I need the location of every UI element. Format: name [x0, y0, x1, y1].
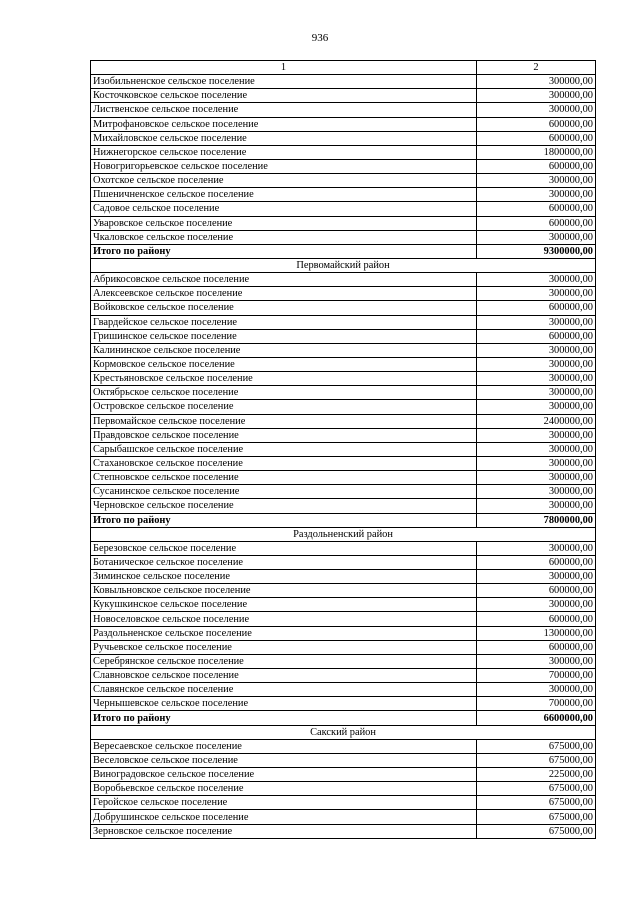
amount-value: 300000,00: [477, 428, 596, 442]
table-row: [91, 103, 596, 117]
amount-value: 300000,00: [477, 89, 596, 103]
amount-value: 300000,00: [477, 315, 596, 329]
settlement-name: Ковыльновское сельское поселение: [91, 584, 477, 598]
settlement-name: Изобильненское сельское поселение: [91, 75, 477, 89]
table-row: [91, 683, 596, 697]
amount-value: 700000,00: [477, 697, 596, 711]
table-row: [91, 697, 596, 711]
table-row: [91, 159, 596, 173]
district-total-row: [91, 711, 596, 725]
district-name: Сакский район: [91, 725, 596, 739]
table-row: [91, 598, 596, 612]
amount-value: 300000,00: [477, 103, 596, 117]
district-section-row: [91, 725, 596, 739]
amount-value: 1800000,00: [477, 145, 596, 159]
settlement-name: Садовое сельское поселение: [91, 202, 477, 216]
settlement-name: Островское сельское поселение: [91, 400, 477, 414]
amount-value: 300000,00: [477, 485, 596, 499]
table-row: [91, 485, 596, 499]
amount-value: 300000,00: [477, 598, 596, 612]
settlement-name: Михайловское сельское поселение: [91, 131, 477, 145]
amount-value: 300000,00: [477, 287, 596, 301]
amount-value: 300000,00: [477, 654, 596, 668]
amount-value: 675000,00: [477, 739, 596, 753]
table-row: [91, 174, 596, 188]
amount-value: 600000,00: [477, 117, 596, 131]
table-row: [91, 357, 596, 371]
column-header-1: 1: [91, 61, 477, 75]
table-row: [91, 796, 596, 810]
table-row: [91, 315, 596, 329]
amount-value: 300000,00: [477, 357, 596, 371]
settlement-name: Митрофановское сельское поселение: [91, 117, 477, 131]
amount-value: 600000,00: [477, 329, 596, 343]
amount-value: 300000,00: [477, 75, 596, 89]
settlement-name: Виноградовское сельское поселение: [91, 768, 477, 782]
table-row: [91, 301, 596, 315]
amount-value: 675000,00: [477, 824, 596, 838]
amount-value: 600000,00: [477, 301, 596, 315]
table-row: [91, 768, 596, 782]
page-number: 936: [311, 32, 329, 44]
settlement-name: Правдовское сельское поселение: [91, 428, 477, 442]
settlement-name: Гришинское сельское поселение: [91, 329, 477, 343]
settlement-name: Чернышевское сельское поселение: [91, 697, 477, 711]
amount-value: 600000,00: [477, 640, 596, 654]
settlement-name: Черновское сельское поселение: [91, 499, 477, 513]
amount-value: 300000,00: [477, 570, 596, 584]
amount-value: 675000,00: [477, 810, 596, 824]
settlement-name: Сусанинское сельское поселение: [91, 485, 477, 499]
settlement-name: Воробьевское сельское поселение: [91, 782, 477, 796]
settlement-name: Чкаловское сельское поселение: [91, 230, 477, 244]
amount-value: 600000,00: [477, 216, 596, 230]
settlement-name: Косточковское сельское поселение: [91, 89, 477, 103]
settlement-name: Новогригорьевское сельское поселение: [91, 159, 477, 173]
table-row: [91, 442, 596, 456]
table-row: [91, 654, 596, 668]
settlement-name: Степновское сельское поселение: [91, 471, 477, 485]
settlement-name: Пшеничненское сельское поселение: [91, 188, 477, 202]
settlement-name: Кукушкинское сельское поселение: [91, 598, 477, 612]
table-row: [91, 131, 596, 145]
settlement-name: Октябрьское сельское поселение: [91, 386, 477, 400]
table-row: [91, 456, 596, 470]
table-row: [91, 75, 596, 89]
settlement-name: Раздольненское сельское поселение: [91, 626, 477, 640]
district-total-row: [91, 244, 596, 258]
settlement-name: Алексеевское сельское поселение: [91, 287, 477, 301]
settlement-name: Зерновское сельское поселение: [91, 824, 477, 838]
amount-value: 300000,00: [477, 174, 596, 188]
table-row: [91, 669, 596, 683]
amount-value: 300000,00: [477, 386, 596, 400]
total-label: Итого по району: [91, 513, 477, 527]
settlement-name: Гвардейское сельское поселение: [91, 315, 477, 329]
table-row: [91, 612, 596, 626]
amount-value: 675000,00: [477, 782, 596, 796]
table-row: [91, 414, 596, 428]
amount-value: 300000,00: [477, 683, 596, 697]
table-row: [91, 273, 596, 287]
table-row: [91, 626, 596, 640]
district-name: Раздольненский район: [91, 527, 596, 541]
table-row: [91, 343, 596, 357]
amount-value: 300000,00: [477, 400, 596, 414]
table-row: [91, 400, 596, 414]
settlement-name: Веселовское сельское поселение: [91, 753, 477, 767]
amount-value: 300000,00: [477, 188, 596, 202]
table-row: [91, 372, 596, 386]
table-row: [91, 782, 596, 796]
amount-value: 300000,00: [477, 471, 596, 485]
settlement-name: Калининское сельское поселение: [91, 343, 477, 357]
table-row: [91, 541, 596, 555]
total-label: Итого по району: [91, 244, 477, 258]
district-total-row: [91, 513, 596, 527]
amount-value: 1300000,00: [477, 626, 596, 640]
settlement-name: Абрикосовское сельское поселение: [91, 273, 477, 287]
table-row: [91, 471, 596, 485]
settlement-name: Серебрянское сельское поселение: [91, 654, 477, 668]
settlement-name: Уваровское сельское поселение: [91, 216, 477, 230]
table-row: [91, 428, 596, 442]
amount-value: 300000,00: [477, 372, 596, 386]
table-row: [91, 117, 596, 131]
amount-value: 700000,00: [477, 669, 596, 683]
district-section-row: [91, 258, 596, 272]
table-row: [91, 584, 596, 598]
settlement-name: Добрушинское сельское поселение: [91, 810, 477, 824]
amount-value: 300000,00: [477, 273, 596, 287]
column-header-2: 2: [477, 61, 596, 75]
settlement-name: Первомайское сельское поселение: [91, 414, 477, 428]
settlement-name: Крестьяновское сельское поселение: [91, 372, 477, 386]
table-row: [91, 89, 596, 103]
total-amount: 6600000,00: [477, 711, 596, 725]
amount-value: 600000,00: [477, 202, 596, 216]
total-amount: 7800000,00: [477, 513, 596, 527]
settlement-name: Геройское сельское поселение: [91, 796, 477, 810]
table-row: [91, 555, 596, 569]
table-row: [91, 188, 596, 202]
amount-value: 600000,00: [477, 131, 596, 145]
amount-value: 300000,00: [477, 499, 596, 513]
settlement-name: Славянское сельское поселение: [91, 683, 477, 697]
amount-value: 675000,00: [477, 796, 596, 810]
table-row: [91, 145, 596, 159]
settlement-name: Стахановское сельское поселение: [91, 456, 477, 470]
settlement-name: Ботаническое сельское поселение: [91, 555, 477, 569]
table-row: [91, 570, 596, 584]
settlement-name: Ручьевское сельское поселение: [91, 640, 477, 654]
amount-value: 300000,00: [477, 541, 596, 555]
amount-value: 300000,00: [477, 343, 596, 357]
amount-value: 600000,00: [477, 555, 596, 569]
settlement-name: Нижнегорское сельское поселение: [91, 145, 477, 159]
settlement-name: Новоселовское сельское поселение: [91, 612, 477, 626]
table-row: [91, 753, 596, 767]
settlement-name: Кормовское сельское поселение: [91, 357, 477, 371]
settlement-name: Вересаевское сельское поселение: [91, 739, 477, 753]
table-row: [91, 810, 596, 824]
settlement-name: Войковское сельское поселение: [91, 301, 477, 315]
table-row: [91, 739, 596, 753]
table-row: [91, 824, 596, 838]
amount-value: 600000,00: [477, 159, 596, 173]
amount-value: 300000,00: [477, 456, 596, 470]
amount-value: 675000,00: [477, 753, 596, 767]
settlement-name: Березовское сельское поселение: [91, 541, 477, 555]
table-row: [91, 329, 596, 343]
settlement-name: Сарыбашское сельское поселение: [91, 442, 477, 456]
table-row: [91, 499, 596, 513]
amount-value: 300000,00: [477, 230, 596, 244]
amount-value: 2400000,00: [477, 414, 596, 428]
table-row: [91, 216, 596, 230]
table-header-row: [91, 61, 596, 75]
settlement-name: Зиминское сельское поселение: [91, 570, 477, 584]
table-body: [91, 75, 596, 839]
table-row: [91, 640, 596, 654]
table-row: [91, 230, 596, 244]
amount-value: 600000,00: [477, 612, 596, 626]
amount-value: 225000,00: [477, 768, 596, 782]
total-label: Итого по району: [91, 711, 477, 725]
district-section-row: [91, 527, 596, 541]
total-amount: 9300000,00: [477, 244, 596, 258]
table-row: [91, 287, 596, 301]
table-row: [91, 386, 596, 400]
table-row: [91, 202, 596, 216]
amount-value: 300000,00: [477, 442, 596, 456]
amount-value: 600000,00: [477, 584, 596, 598]
settlement-name: Охотское сельское поселение: [91, 174, 477, 188]
settlement-name: Славновское сельское поселение: [91, 669, 477, 683]
allocation-table: [90, 60, 596, 839]
settlement-name: Лиственское сельское поселение: [91, 103, 477, 117]
district-name: Первомайский район: [91, 258, 596, 272]
